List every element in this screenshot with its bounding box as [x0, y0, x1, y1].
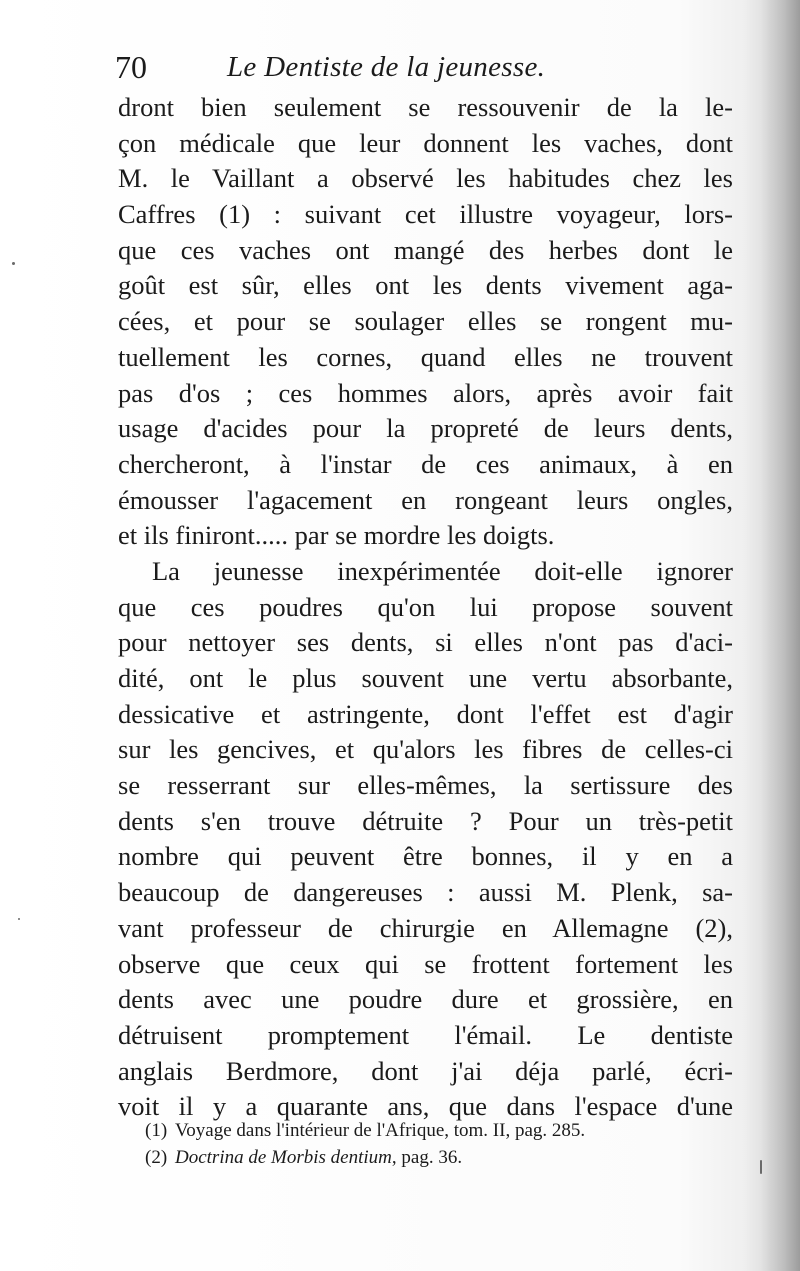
text-line: dront bien seulement se ressouvenir de la le- — [118, 92, 733, 122]
text-line: voit il y a quarante ans, que dans l'espace d'une — [118, 1091, 733, 1122]
text-line: que ces vaches ont mangé des herbes dont le — [118, 234, 733, 265]
text-line: émousser l'agacement en rongeant leurs ongles, — [118, 484, 733, 515]
text-line: Caffres (1) : suivant cet illustre voyageur, lors- — [118, 199, 733, 230]
footnote-text: Voyage dans l'intérieur de l'Afrique, tom. II, pag. 285. — [175, 1120, 586, 1141]
text-line: vant professeur de chirurgie en Allemagne (2), — [118, 912, 733, 943]
text-line: pour nettoyer ses dents, si elles n'ont pas d'aci- — [118, 627, 733, 658]
text-line: çon médicale que leur donnent les vaches, dont — [118, 127, 733, 158]
page-header — [115, 44, 735, 90]
text-line: se resserrant sur elles-mêmes, la sertissure des — [118, 770, 733, 801]
text-line: observe que ceux qui se frottent fortement les — [118, 948, 733, 979]
text-line: usage d'acides pour la propreté de leurs dents, — [118, 413, 733, 444]
text-line: pas d'os ; ces hommes alors, après avoir fait — [118, 377, 733, 408]
paper-speck — [760, 1160, 762, 1174]
text-line: dents s'en trouve détruite ? Pour un très-petit — [118, 805, 733, 836]
text-line: anglais Berdmore, dont j'ai déja parlé, écri- — [118, 1055, 733, 1086]
text-line: sur les gencives, et qu'alors les fibres de celles-ci — [118, 734, 733, 765]
paragraph-start-line: La jeunesse inexpérimentée doit-elle ignorer — [152, 555, 733, 586]
body-text — [118, 90, 733, 1125]
page-gutter-shadow — [760, 0, 800, 1271]
footnote-2 — [145, 1144, 715, 1171]
text-line: dité, ont le plus souvent une vertu absorbante, — [118, 663, 733, 693]
text-line: que ces poudres qu'on lui propose souvent — [118, 591, 733, 622]
text-line: nombre qui peuvent être bonnes, il y en a — [118, 841, 733, 872]
text-line: chercheront, à l'instar de ces animaux, à en — [118, 448, 733, 479]
text-line: cées, et pour se soulager elles se rongent mu- — [118, 306, 733, 337]
footnote-title: Doctrina de Morbis dentium — [175, 1147, 392, 1168]
text-line: goût est sûr, elles ont les dents vivement aga- — [118, 270, 733, 301]
text-line: dents avec une poudre dure et grossière, en — [118, 984, 733, 1015]
paper-speck — [18, 918, 20, 920]
footnote-marker: (1) — [145, 1120, 168, 1141]
text-line: beaucoup de dangereuses : aussi M. Plenk, sa- — [118, 877, 733, 908]
text-line: M. le Vaillant a observé les habitudes chez les — [118, 163, 733, 194]
footnote-text: , pag. 36. — [391, 1147, 463, 1168]
text-line: détruisent promptement l'émail. Le dentiste — [118, 1019, 733, 1050]
text-line: tuellement les cornes, quand elles ne trouvent — [118, 341, 733, 372]
page-number: 70 — [115, 49, 147, 85]
running-head: Le Dentiste de la jeunesse. — [227, 51, 546, 83]
paper-speck — [12, 262, 15, 265]
footnote-1 — [145, 1117, 715, 1144]
footnotes — [145, 1117, 715, 1171]
footnote-marker: (2) — [145, 1147, 168, 1168]
paragraph-end-line: et ils finiront..... par se mordre les doigts. — [118, 520, 555, 551]
text-line: dessicative et astringente, dont l'effet est d'agir — [118, 698, 733, 729]
